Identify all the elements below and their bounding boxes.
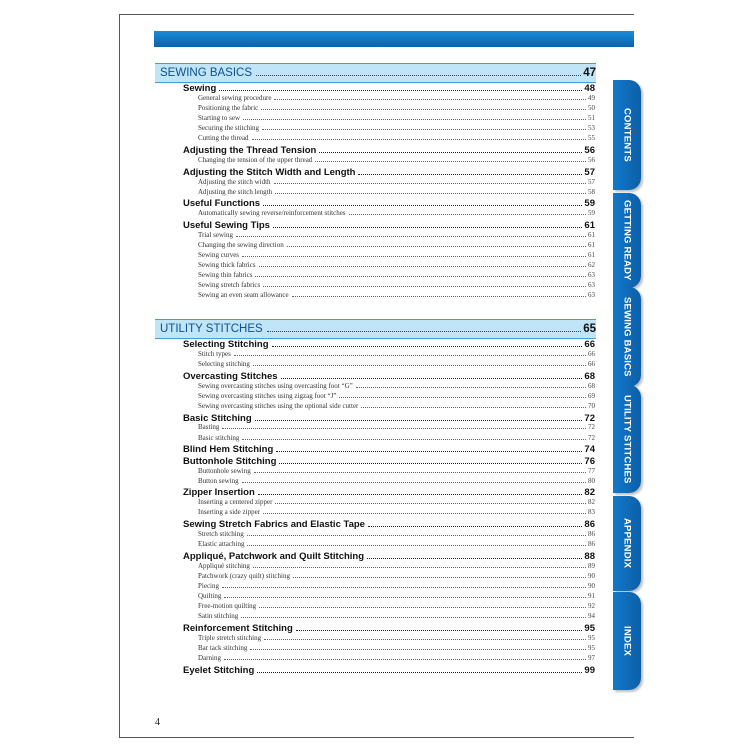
entry-label: Stitch types (198, 349, 231, 358)
dot-leader (367, 558, 582, 559)
entry-label: Useful Functions (183, 198, 261, 210)
entry-page: 66 (584, 339, 595, 350)
toc-subentry (198, 467, 595, 476)
entry-page: 66 (588, 360, 595, 368)
entry-label: Sewing an even seam allowance (198, 291, 289, 300)
entry-label: Adjusting the Thread Tension (183, 145, 317, 156)
toc-heading-entry (183, 413, 595, 424)
toc-subentry (198, 156, 595, 165)
entry-label: Securing the stitching (198, 124, 260, 133)
toc-heading-entry (183, 220, 595, 231)
toc-heading-entry (183, 456, 595, 467)
entry-page: 86 (588, 540, 595, 549)
section-title-row (160, 322, 596, 336)
toc-heading-entry (183, 519, 595, 530)
toc-subentry (198, 251, 595, 260)
entry-label: Patchwork (crazy quilt) stitching (198, 571, 290, 580)
toc-subentry (198, 350, 595, 359)
entry-label: Elastic attaching (198, 540, 245, 549)
entry-page: 55 (588, 134, 595, 143)
toc-subentry (198, 231, 595, 240)
toc-subentry (198, 241, 595, 250)
entry-page: 86 (584, 519, 595, 531)
entry-page: 63 (588, 281, 595, 290)
entry-label: Basic stitching (198, 433, 240, 442)
tab-contents[interactable] (613, 80, 641, 190)
entry-page: 59 (588, 209, 595, 218)
entry-page: 95 (588, 643, 595, 652)
dot-leader (254, 472, 586, 473)
dot-leader (242, 439, 586, 440)
tab-label: INDEX (621, 625, 633, 657)
tab-label: GETTING READY (621, 200, 633, 281)
entry-label: Buttonhole Stitching (183, 455, 277, 467)
dot-leader (250, 649, 586, 650)
toc-subentry (198, 572, 595, 581)
entry-label: Sewing stretch fabrics (198, 281, 261, 290)
dot-leader (274, 99, 586, 100)
entry-label: Adjusting the stitch width (198, 177, 271, 186)
entry-page: 61 (584, 219, 595, 231)
entry-page: 61 (588, 240, 595, 249)
entry-page: 66 (588, 349, 595, 358)
entry-label: Blind Hem Stitching (183, 444, 274, 456)
dot-leader (252, 139, 586, 140)
toc-subentry (198, 134, 595, 143)
toc-subentry (198, 209, 595, 218)
entry-label: Free-motion quilting (198, 602, 257, 611)
entry-page: 91 (588, 592, 595, 600)
entry-label: Buttonhole sewing (198, 466, 251, 475)
entry-label: Changing the sewing direction (198, 240, 284, 249)
entry-label: Bar tack stitching (198, 643, 248, 652)
toc-subentry (198, 114, 595, 123)
entry-label: Selecting Stitching (183, 339, 269, 350)
toc-heading-entry (183, 487, 595, 498)
dot-leader (272, 346, 583, 347)
dot-leader (258, 494, 583, 495)
tab-sewing-basics[interactable] (613, 287, 641, 387)
entry-page: 53 (588, 124, 595, 133)
tab-utility-stitches[interactable] (613, 385, 641, 493)
entry-page: 82 (588, 498, 595, 507)
toc-subentry (198, 654, 595, 663)
dot-leader (273, 227, 582, 228)
dot-leader (339, 397, 586, 398)
dot-leader (241, 617, 586, 618)
entry-label: Eyelet Stitching (183, 664, 255, 676)
toc-subentry (198, 540, 595, 549)
entry-page: 56 (584, 145, 595, 156)
entry-page: 89 (588, 561, 595, 570)
entry-label: Quilting (198, 592, 222, 600)
dot-leader (224, 659, 586, 660)
dot-leader (222, 428, 586, 429)
entry-label: Sewing thick fabrics (198, 261, 256, 270)
dot-leader (247, 545, 586, 546)
dot-leader (256, 75, 581, 76)
toc-subentry (198, 271, 595, 280)
entry-page: 90 (588, 571, 595, 580)
toc-subentry (198, 530, 595, 539)
dot-leader (368, 526, 582, 527)
dot-leader (263, 205, 582, 206)
dot-leader (222, 587, 586, 588)
toc-heading-entry (183, 145, 595, 156)
dot-leader (259, 607, 586, 608)
entry-page: 76 (584, 455, 595, 467)
toc-subentry (198, 508, 595, 517)
toc-subentry (198, 261, 595, 270)
toc-subentry (198, 382, 595, 391)
entry-page: 72 (584, 412, 595, 424)
entry-page: 59 (584, 198, 595, 210)
toc-subentry (198, 423, 595, 432)
entry-page: 82 (584, 487, 595, 499)
toc-subentry (198, 392, 595, 401)
dot-leader (259, 266, 586, 267)
entry-label: Button sewing (198, 476, 239, 485)
dot-leader (358, 174, 582, 175)
dot-leader (253, 567, 586, 568)
entry-label: Sewing (183, 83, 217, 94)
entry-label: Sewing overcasting stitches using overcasting foot “G” (198, 381, 353, 390)
dot-leader (263, 513, 586, 514)
entry-page: 77 (588, 466, 595, 475)
entry-page: 61 (588, 251, 595, 259)
tab-label: SEWING BASICS (621, 297, 633, 377)
toc-subentry (198, 562, 595, 571)
dot-leader (281, 378, 583, 379)
entry-label: General sewing procedure (198, 93, 272, 102)
entry-label: Selecting stitching (198, 360, 250, 368)
toc-subentry (198, 602, 595, 611)
toc-subentry (198, 498, 595, 507)
dot-leader (319, 152, 582, 153)
toc-heading-entry (183, 167, 595, 178)
entry-label: Sewing Stretch Fabrics and Elastic Tape (183, 519, 365, 531)
entry-page: 68 (588, 381, 595, 390)
entry-page: 51 (588, 114, 595, 123)
section-title: UTILITY STITCHES (160, 323, 263, 335)
toc-heading-entry (183, 623, 595, 634)
toc-subentry (198, 612, 595, 621)
dot-leader (262, 129, 586, 130)
tab-label: UTILITY STITCHES (621, 394, 633, 484)
entry-page: 48 (584, 83, 595, 94)
dot-leader (267, 331, 582, 332)
entry-page: 88 (584, 550, 595, 562)
entry-label: Sewing overcasting stitches using zigzag foot “J” (198, 391, 337, 400)
entry-label: Trial sewing (198, 230, 233, 239)
entry-label: Zipper Insertion (183, 487, 255, 499)
entry-label: Triple stretch stitching (198, 633, 262, 642)
entry-page: 68 (584, 370, 595, 382)
entry-label: Sewing thin fabrics (198, 271, 253, 280)
toc-subentry (198, 178, 595, 187)
tab-label: APPENDIX (621, 518, 633, 569)
entry-page: 95 (588, 633, 595, 642)
toc-subentry (198, 434, 595, 443)
dot-leader (349, 214, 586, 215)
dot-leader (236, 236, 586, 237)
entry-label: Positioning the fabric (198, 104, 259, 112)
entry-page: 94 (588, 612, 595, 621)
entry-label: Automatically sewing reverse/reinforcement stitches (198, 209, 346, 218)
entry-label: Satin stitching (198, 612, 239, 621)
toc-heading-entry (183, 551, 595, 562)
toc-subentry (198, 402, 595, 411)
entry-page: 97 (588, 654, 595, 662)
dot-leader (296, 630, 583, 631)
toc-heading-entry (183, 665, 595, 676)
entry-page: 70 (588, 401, 595, 410)
toc-subentry (198, 360, 595, 369)
entry-page: 99 (584, 664, 595, 676)
entry-page: 69 (588, 391, 595, 400)
entry-page: 92 (588, 602, 595, 611)
entry-label: Inserting a centered zipper (198, 498, 273, 507)
dot-leader (275, 503, 586, 504)
toc-subentry (198, 592, 595, 601)
entry-page: 86 (588, 530, 595, 538)
dot-leader (255, 420, 583, 421)
entry-label: Basic Stitching (183, 412, 252, 424)
toc-subentry (198, 477, 595, 486)
entry-label: Basting (198, 423, 220, 432)
dot-leader (255, 276, 586, 277)
toc-subentry (198, 94, 595, 103)
entry-page: 58 (588, 187, 595, 196)
section-title: SEWING BASICS (160, 67, 253, 79)
dot-leader (274, 183, 586, 184)
toc-subentry (198, 104, 595, 113)
tab-appendix[interactable] (613, 496, 641, 591)
toc-heading-entry (183, 339, 595, 350)
tab-getting-ready[interactable] (613, 193, 641, 288)
dot-leader (242, 256, 586, 257)
entry-label: Sewing overcasting stitches using the optional side cutter (198, 401, 359, 410)
entry-label: Reinforcement Stitching (183, 622, 293, 634)
dot-leader (243, 119, 586, 120)
entry-page: 57 (588, 177, 595, 186)
toc-heading-entry (183, 198, 595, 209)
entry-page: 56 (588, 155, 595, 164)
entry-page: 61 (588, 230, 595, 239)
entry-page: 63 (588, 271, 595, 280)
dot-leader (276, 451, 582, 452)
entry-page: 49 (588, 93, 595, 102)
dot-leader (287, 246, 586, 247)
toc-heading-entry (183, 444, 595, 455)
toc-subentry (198, 644, 595, 653)
toc-subentry (198, 634, 595, 643)
dot-leader (253, 365, 586, 366)
dot-leader (293, 577, 586, 578)
toc-heading-entry (183, 371, 595, 382)
dot-leader (264, 639, 586, 640)
entry-label: Sewing curves (198, 251, 240, 259)
entry-page: 95 (584, 622, 595, 634)
entry-label: Piecing (198, 581, 219, 590)
tab-label: CONTENTS (621, 108, 633, 162)
dot-leader (247, 535, 586, 536)
entry-label: Appliqué, Patchwork and Quilt Stitching (183, 550, 365, 562)
dot-leader (234, 355, 586, 356)
header-bar (154, 31, 634, 47)
entry-page: 80 (588, 476, 595, 485)
entry-page: 74 (584, 444, 595, 456)
section-page: 47 (583, 67, 596, 79)
dot-leader (356, 387, 586, 388)
entry-label: Adjusting the Stitch Width and Length (183, 166, 356, 178)
dot-leader (361, 407, 586, 408)
dot-leader (275, 193, 586, 194)
section-page: 65 (583, 323, 596, 335)
dot-leader (219, 90, 582, 91)
toc-heading-entry (183, 83, 595, 94)
entry-page: 63 (588, 291, 595, 300)
dot-leader (261, 109, 586, 110)
toc-subentry (198, 291, 595, 300)
page-number: 4 (155, 717, 160, 728)
section-title-row (160, 66, 596, 80)
entry-label: Changing the tension of the upper thread (198, 155, 313, 164)
entry-label: Overcasting Stitches (183, 370, 278, 382)
entry-label: Inserting a side zipper (198, 508, 261, 517)
toc-subentry (198, 188, 595, 197)
entry-label: Darning (198, 654, 221, 662)
dot-leader (263, 286, 586, 287)
entry-label: Stretch stitching (198, 530, 244, 538)
toc-subentry (198, 281, 595, 290)
entry-page: 62 (588, 261, 595, 270)
entry-page: 72 (588, 433, 595, 442)
dot-leader (224, 597, 586, 598)
dot-leader (242, 482, 586, 483)
dot-leader (315, 161, 586, 162)
entry-page: 50 (588, 104, 595, 112)
entry-label: Adjusting the stitch length (198, 187, 273, 196)
entry-label: Starting to sew (198, 114, 240, 123)
toc-subentry (198, 582, 595, 591)
entry-label: Appliqué stitching (198, 561, 250, 570)
entry-page: 72 (588, 423, 595, 432)
entry-label: Cutting the thread (198, 134, 249, 143)
dot-leader (292, 296, 586, 297)
dot-leader (257, 672, 582, 673)
dot-leader (279, 463, 582, 464)
entry-page: 57 (584, 166, 595, 178)
entry-page: 90 (588, 581, 595, 590)
toc-subentry (198, 124, 595, 133)
entry-label: Useful Sewing Tips (183, 219, 270, 231)
tab-index[interactable] (613, 592, 641, 690)
entry-page: 83 (588, 508, 595, 517)
